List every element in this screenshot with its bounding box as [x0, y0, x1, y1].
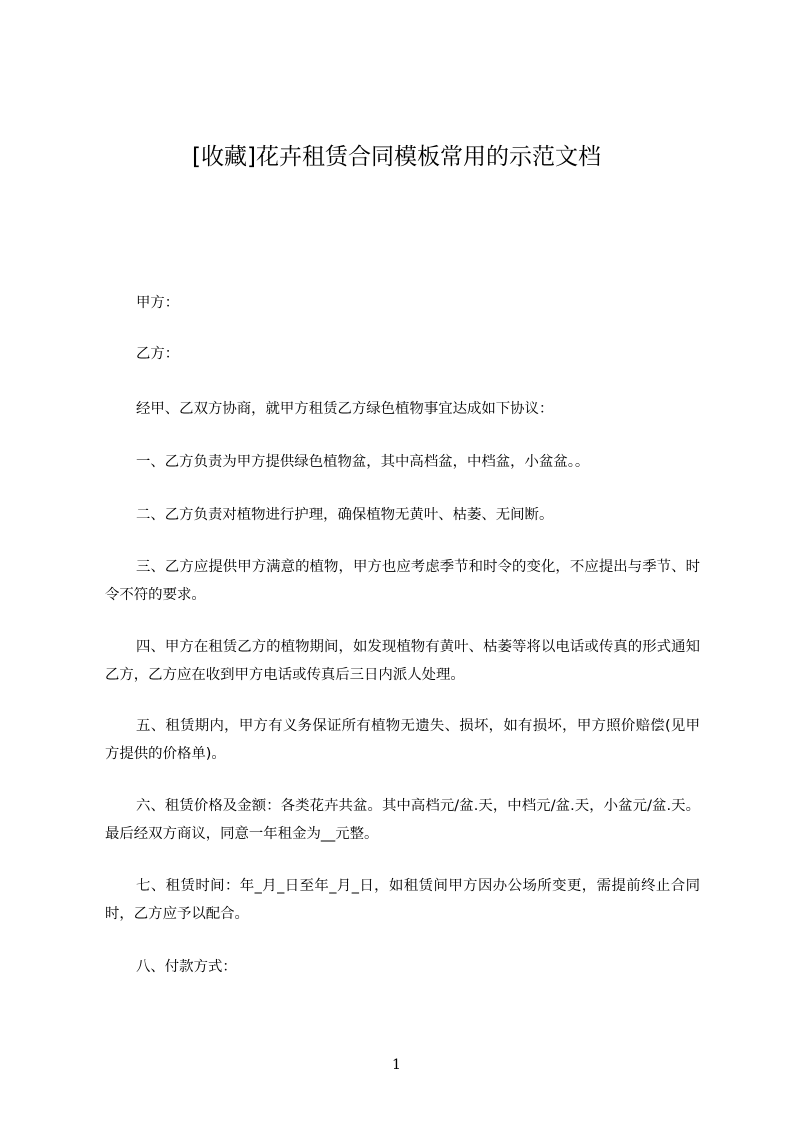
- document-title: [收藏]花卉租赁合同模板常用的示范文档: [192, 144, 601, 170]
- paragraph-clause-4: 四、甲方在租赁乙方的植物期间，如发现植物有黄叶、枯萎等将以电话或传真的形式通知乙方，乙方应在收到甲方电话或传真后三日内派人处理。: [105, 639, 700, 683]
- paragraph-clause-8: 八、付款方式：: [136, 959, 237, 975]
- paragraph-clause-7: 七、租赁时间：年_月_日至年_月_日，如租赁间甲方因办公场所变更，需提前终止合同时，乙方应予以配合。: [105, 878, 700, 922]
- paragraph-party-a: 甲方：: [136, 295, 180, 311]
- paragraph-intro: 经甲、乙双方协商，就甲方租赁乙方绿色植物事宜达成如下协议：: [136, 401, 554, 417]
- paragraph-clause-6: 六、租赁价格及金额：各类花卉共盆。其中高档元/盆.天，中档元/盆.天，小盆元/盆.天。最后经双方商议，同意一年租金为__元整。: [105, 798, 700, 842]
- paragraph-clause-1: 一、乙方负责为甲方提供绿色植物盆，其中高档盆，中档盆，小盆盆。。: [136, 454, 590, 470]
- paragraph-party-b: 乙方：: [136, 346, 180, 362]
- page-number: 1: [392, 1057, 401, 1073]
- paragraph-clause-5: 五、租赁期内，甲方有义务保证所有植物无遗失、损坏，如有损坏，甲方照价赔偿(见甲方提供的价格单)。: [105, 718, 700, 762]
- paragraph-clause-3: 三、乙方应提供甲方满意的植物，甲方也应考虑季节和时令的变化，不应提出与季节、时令不符的要求。: [105, 559, 700, 603]
- paragraph-clause-2: 二、乙方负责对植物进行护理，确保植物无黄叶、枯萎、无间断。: [136, 507, 554, 523]
